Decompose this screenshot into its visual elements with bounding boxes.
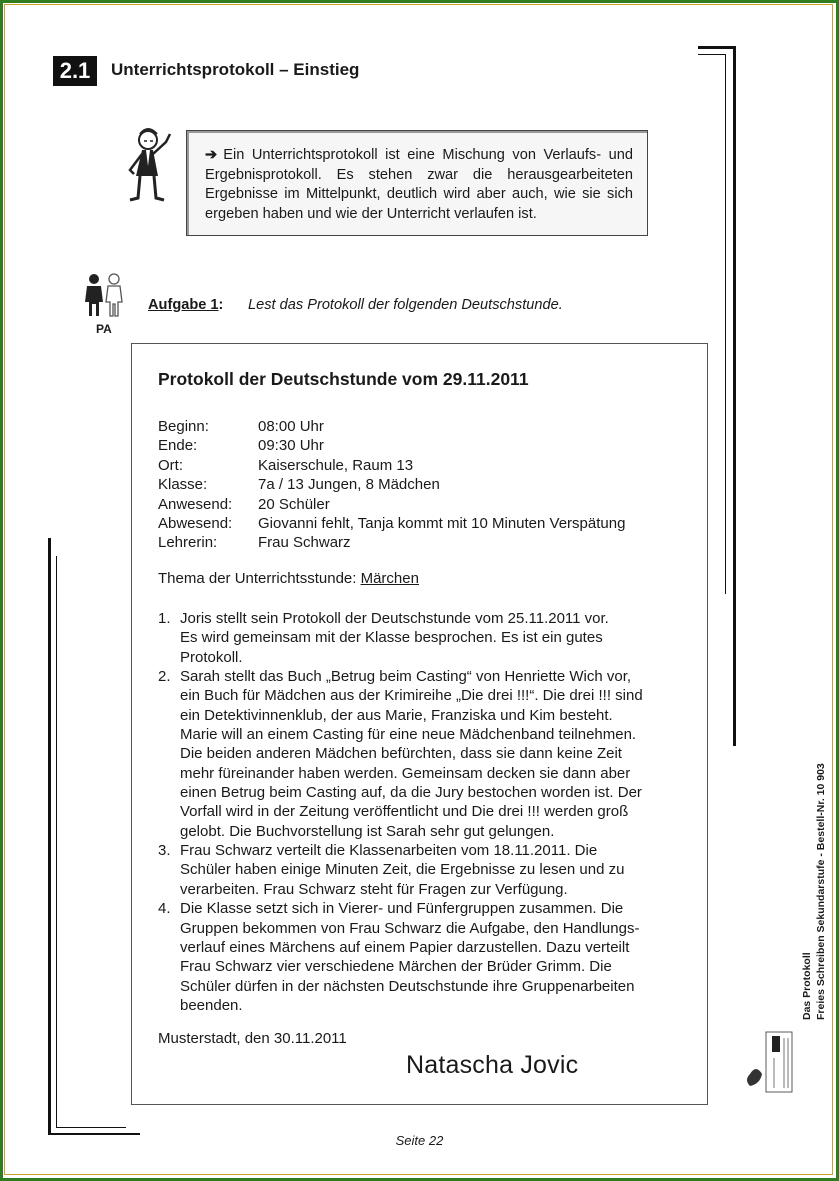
list-item-number: 4. (158, 900, 171, 918)
list-item (158, 899, 678, 1015)
meta-value: 7a / 13 Jungen, 8 Mädchen (258, 476, 440, 494)
list-item-line: ein Buch für Mädchen aus der Krimireihe „Die drei !!!“. Die drei !!! sind (180, 687, 643, 705)
list-item-line: Die beiden anderen Mädchen befürchten, dass sie dann keine Zeit (180, 745, 622, 763)
partner-work-icon (82, 272, 126, 318)
decor-bar-bottom (56, 1127, 126, 1128)
section-number: 2.1 (53, 56, 97, 86)
decor-bar-top (698, 46, 736, 49)
meta-value: Frau Schwarz (258, 534, 351, 552)
info-text: Ein Unterrichtsprotokoll ist eine Mischung von Verlaufs- und Ergebnisprotokoll. Es stehen zwar die herausgearbeiteten Ergebnisse im Mittelpunkt, deutlich wird aber auch, wie sie sich ergeben haben und wie der Unterricht verlaufen ist. (205, 147, 633, 222)
list-item-line: verlauf eines Märchens auf einem Papier darzustellen. Dazu verteilt (180, 938, 630, 956)
sidebar-text: Das Protokoll Freies Schreiben Sekundarstufe - Bestell-Nr. 10 903 (801, 763, 827, 1020)
list-item-line: Schüler dürfen in der nächsten Deutschstunde ihre Gruppenarbeiten (180, 977, 635, 995)
meta-key: Anwesend: (158, 495, 233, 513)
info-box (186, 130, 648, 236)
list-item-number: 3. (158, 842, 171, 860)
meta-key: Ort: (158, 456, 183, 474)
list-item (158, 667, 678, 841)
meta-row (158, 417, 625, 436)
meta-row (158, 495, 625, 514)
protocol-meta (158, 417, 625, 553)
decor-bar-bottom (48, 538, 51, 1135)
list-item-line: Protokoll. (180, 648, 243, 666)
list-item-number: 1. (158, 610, 171, 627)
list-item-number: 2. (158, 668, 171, 686)
protocol-topic: Thema der Unterrichtsstunde: Märchen (158, 570, 419, 587)
list-item-line: verarbeiten. Frau Schwarz steht für Fragen zur Verfügung. (180, 880, 568, 898)
list-item-line: Die Klasse setzt sich in Vierer- und Fünfergruppen zusammen. Die (180, 900, 624, 918)
meta-value: 08:00 Uhr (258, 418, 324, 435)
meta-value: Kaiserschule, Raum 13 (258, 456, 414, 474)
list-item-line: Schüler haben einige Minuten Zeit, die Ergebnisse zu lesen und zu (180, 861, 625, 879)
meta-key: Klasse: (158, 476, 208, 494)
teacher-icon (122, 126, 182, 204)
arrow-right-icon: ➔ (205, 147, 218, 163)
list-item-line: Marie will an einem Casting für eine neue Mädchenband teilnehmen. (180, 726, 637, 744)
meta-key: Ende: (158, 437, 198, 455)
meta-row (158, 436, 625, 455)
meta-key: Lehrerin: (158, 534, 218, 552)
decor-bar-top (733, 46, 736, 746)
list-item-text (180, 609, 609, 667)
decor-bar-bottom (56, 556, 57, 1128)
pa-badge: PA (96, 322, 112, 336)
page-number: Seite 22 (395, 1133, 444, 1148)
meta-row (158, 514, 625, 533)
list-item-line: Gruppen bekommen von Frau Schwarz die Aufgabe, den Handlungs- (180, 919, 640, 937)
meta-value: Giovanni fehlt, Tanja kommt mit 10 Minuten Verspätung (258, 515, 626, 533)
list-item-line: Frau Schwarz vier verschiedene Märchen der Brüder Grimm. Die (180, 958, 612, 976)
list-item-text (180, 899, 639, 1015)
list-item-line: ein Detektivinnenklub, der aus Marie, Franziska und Kim besteht. (180, 706, 613, 724)
meta-key: Abwesend: (158, 515, 233, 533)
signature: Natascha Jovic (406, 1051, 579, 1079)
list-item-line: Frau Schwarz verteilt die Klassenarbeiten vom 18.11.2011. Die (180, 842, 598, 860)
meta-value: 20 Schüler (258, 495, 330, 513)
meta-row (158, 456, 625, 475)
meta-row (158, 533, 625, 552)
meta-key: Beginn: (158, 418, 209, 435)
task-label: Aufgabe 1: (148, 297, 224, 313)
list-item-line: beenden. (180, 996, 243, 1014)
list-item-line: Es wird gemeinsam mit der Klasse besprochen. Es ist ein gutes (180, 629, 603, 647)
list-item-line: einen Betrug beim Casting auf, da die Jury bestochen worden ist. Der (180, 784, 642, 802)
list-item-text (180, 667, 643, 841)
decor-bar-top (725, 54, 726, 594)
meta-row (158, 475, 625, 494)
section-title: Unterrichtsprotokoll – Einstieg (111, 60, 360, 79)
publisher-logo (744, 1030, 796, 1094)
protocol-box (131, 343, 708, 1105)
protocol-list (158, 609, 678, 1015)
meta-value: 09:30 Uhr (258, 437, 324, 455)
list-item-line: Joris stellt sein Protokoll der Deutschstunde vom 25.11.2011 vor. (180, 610, 609, 627)
list-item (158, 841, 678, 899)
decor-bar-top (698, 54, 726, 55)
list-item-text (180, 841, 624, 899)
list-item-line: Sarah stellt das Buch „Betrug beim Casting“ von Henriette Wich vor, (180, 668, 632, 686)
protocol-title: Protokoll der Deutschstunde vom 29.11.2011 (158, 369, 529, 389)
list-item-line: Vorfall wird in der Zeitung veröffentlicht und Die drei !!! werden groß (180, 803, 629, 821)
list-item (158, 609, 678, 667)
place-date: Musterstadt, den 30.11.2011 (158, 1030, 347, 1047)
task-text: Lest das Protokoll der folgenden Deutschstunde. (248, 297, 563, 313)
list-item-line: mehr füreinander haben werden. Gemeinsam decken sie dann aber (180, 764, 631, 782)
list-item-line: gelobt. Die Buchvorstellung ist Sarah sehr gut gelungen. (180, 822, 555, 840)
